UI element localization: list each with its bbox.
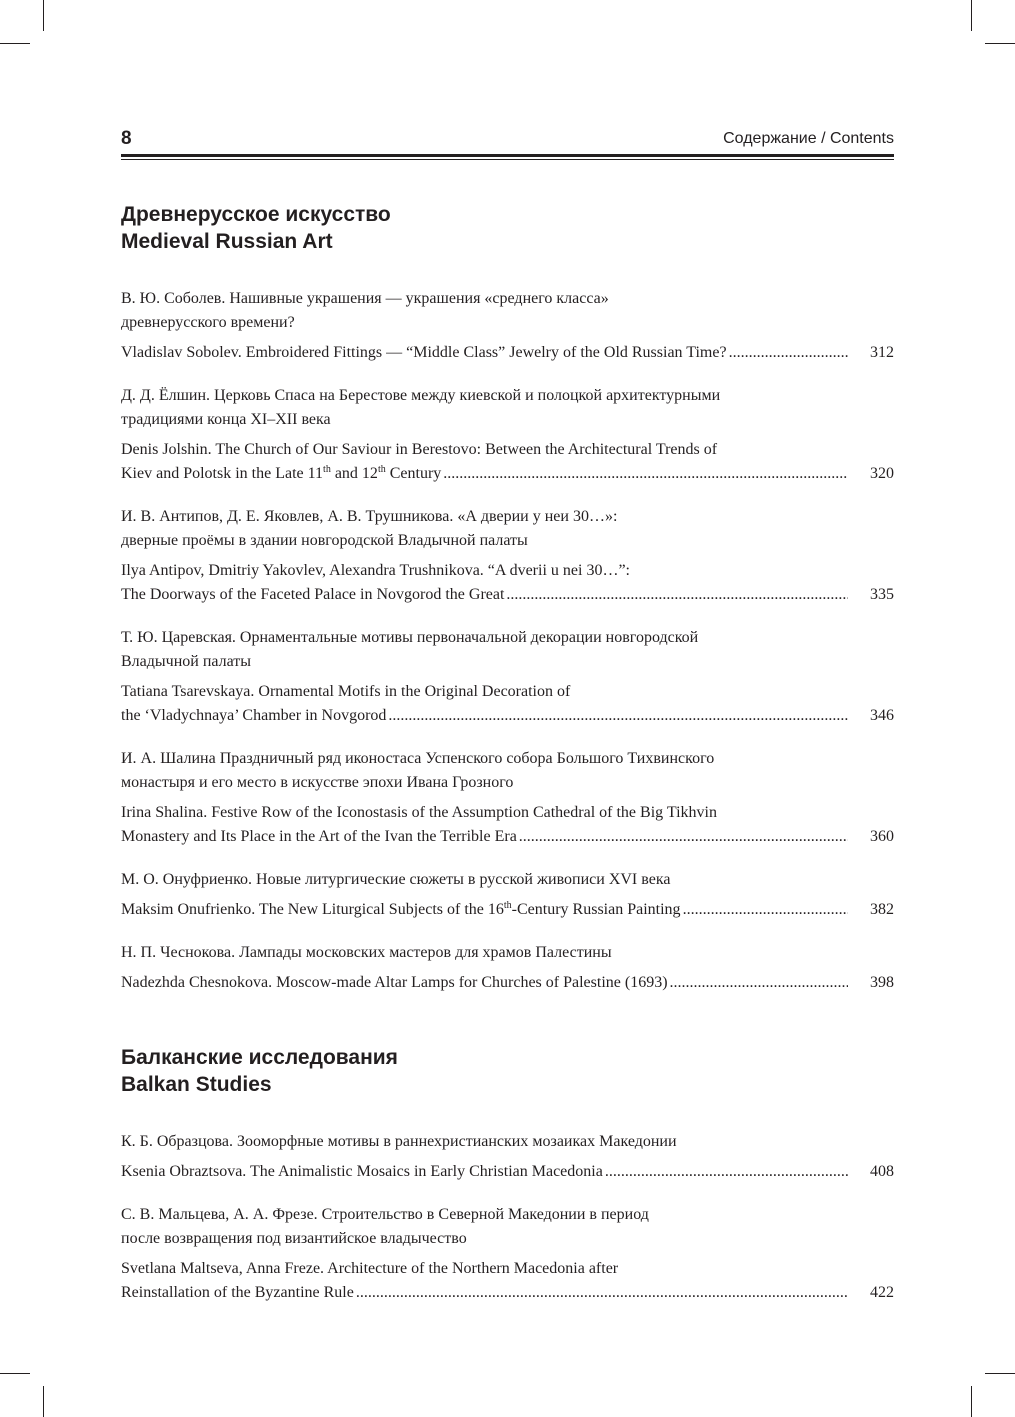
entry-title-en[interactable]: Vladislav Sobolev. Embroidered Fittings — “Middle Class” Jewelry of the Old Russian Time? ..... 312 (121, 341, 894, 365)
entry-title-ru: С. В. Мальцева, А. А. Фрезе. Строительство в Северной Македонии в период после возвращения под византийское владычество (121, 1206, 649, 1247)
section-title-en: Medieval Russian Art (121, 230, 333, 253)
section-title-ru: Древнерусское искусство (121, 203, 391, 226)
toc-entry (121, 505, 894, 607)
entry-title-en[interactable]: Maksim Onufrienko. The New Liturgical Subjects of the 16th-Century Russian Painting ..... 382 (121, 898, 894, 922)
crop-mark (0, 43, 30, 44)
entry-title-ru: К. Б. Образцова. Зооморфные мотивы в раннехристианских мозаиках Македонии (121, 1133, 677, 1150)
toc-entry (121, 1130, 894, 1184)
section-title-en: Balkan Studies (121, 1073, 272, 1096)
dot-leader (354, 1281, 848, 1305)
toc-entry (121, 287, 894, 365)
page-number: 8 (121, 128, 132, 149)
entry-page-number: 408 (870, 1163, 894, 1180)
entry-title-ru: Д. Д. Ёлшин. Церковь Спаса на Берестове между киевской и полоцкой архитектурными традициями конца XI–XII века (121, 387, 721, 428)
toc-entry (121, 626, 894, 728)
page-header (121, 127, 894, 151)
entry-page-number: 320 (870, 465, 894, 482)
toc-entry (121, 868, 894, 922)
toc-entry (121, 747, 894, 849)
section-balkan-studies (121, 1045, 894, 1305)
crop-mark (43, 1386, 44, 1417)
section-title-ru: Балканские исследования (121, 1046, 398, 1069)
crop-mark (0, 1373, 30, 1374)
section-medieval-russian-art (121, 202, 894, 995)
dot-leader (504, 583, 848, 607)
dot-leader (386, 704, 848, 728)
entry-title-en[interactable]: Ksenia Obraztsova. The Animalistic Mosaics in Early Christian Macedonia ..... 408 (121, 1160, 894, 1184)
crop-mark (971, 0, 972, 31)
entry-title-ru: Н. П. Чеснокова. Лампады московских мастеров для храмов Палестины (121, 944, 612, 961)
running-title: Содержание / Contents (723, 130, 894, 147)
dot-leader (603, 1160, 848, 1184)
entry-title-en[interactable]: Ilya Antipov, Dmitriy Yakovlev, Alexandra Trushnikova. “A dverii u nei 30…”: The Doorways of the Faceted Palace in Novgorod the Great ..... 335 (121, 559, 894, 607)
toc-entry (121, 941, 894, 995)
entry-page-number: 398 (870, 974, 894, 991)
dot-leader (727, 341, 848, 365)
entry-page-number: 382 (870, 901, 894, 918)
crop-mark (43, 0, 44, 31)
entry-page-number: 422 (870, 1284, 894, 1301)
toc-entry (121, 1203, 894, 1305)
dot-leader (681, 898, 848, 922)
dot-leader (517, 825, 848, 849)
header-rule-thick (121, 154, 894, 157)
entry-page-number: 346 (870, 707, 894, 724)
entry-title-ru: Т. Ю. Царевская. Орнаментальные мотивы первоначальной декорации новгородской Владычной палаты (121, 629, 699, 670)
entry-title-ru: М. О. Онуфриенко. Новые литургические сюжеты в русской живописи XVI века (121, 871, 671, 888)
entry-title-en[interactable]: Tatiana Tsarevskaya. Ornamental Motifs in the Original Decoration of the ‘Vladychnaya’ Chamber in Novgorod ..... 346 (121, 680, 894, 728)
dot-leader (668, 971, 848, 995)
dot-leader (441, 462, 848, 486)
entry-title-en[interactable]: Svetlana Maltseva, Anna Freze. Architecture of the Northern Macedonia after Reinstallation of the Byzantine Rule ..... 422 (121, 1257, 894, 1305)
toc-entry (121, 384, 894, 486)
header-rule-thin (121, 159, 894, 160)
contents-body (121, 202, 894, 1324)
crop-mark (985, 43, 1015, 44)
entry-page-number: 360 (870, 828, 894, 845)
crop-mark (971, 1386, 972, 1417)
crop-mark (985, 1373, 1015, 1374)
entry-title-ru: В. Ю. Соболев. Нашивные украшения — украшения «среднего класса» древнерусского времени? (121, 290, 609, 331)
entry-title-en[interactable]: Irina Shalina. Festive Row of the Iconostasis of the Assumption Cathedral of the Big Tikhvin Monastery and Its Place in the Art of the Ivan the Terrible Era ..... 360 (121, 801, 894, 849)
entry-title-en[interactable]: Nadezhda Chesnokova. Moscow-made Altar Lamps for Churches of Palestine (1693) ..... 398 (121, 971, 894, 995)
entry-title-ru: И. А. Шалина Праздничный ряд иконостаса Успенского собора Большого Тихвинского монастыря и его место в искусстве эпохи Ивана Грозного (121, 750, 715, 791)
entry-page-number: 335 (870, 586, 894, 603)
entry-title-ru: И. В. Антипов, Д. Е. Яковлев, А. В. Трушникова. «А дверии у неи 30…»: дверные проёмы в здании новгородской Владычной палаты (121, 508, 618, 549)
entry-page-number: 312 (870, 344, 894, 361)
entry-title-en[interactable]: Denis Jolshin. The Church of Our Saviour in Berestovo: Between the Architectural Trends of Kiev and Polotsk in the Late 11th and 12th Century ..... 320 (121, 438, 894, 486)
